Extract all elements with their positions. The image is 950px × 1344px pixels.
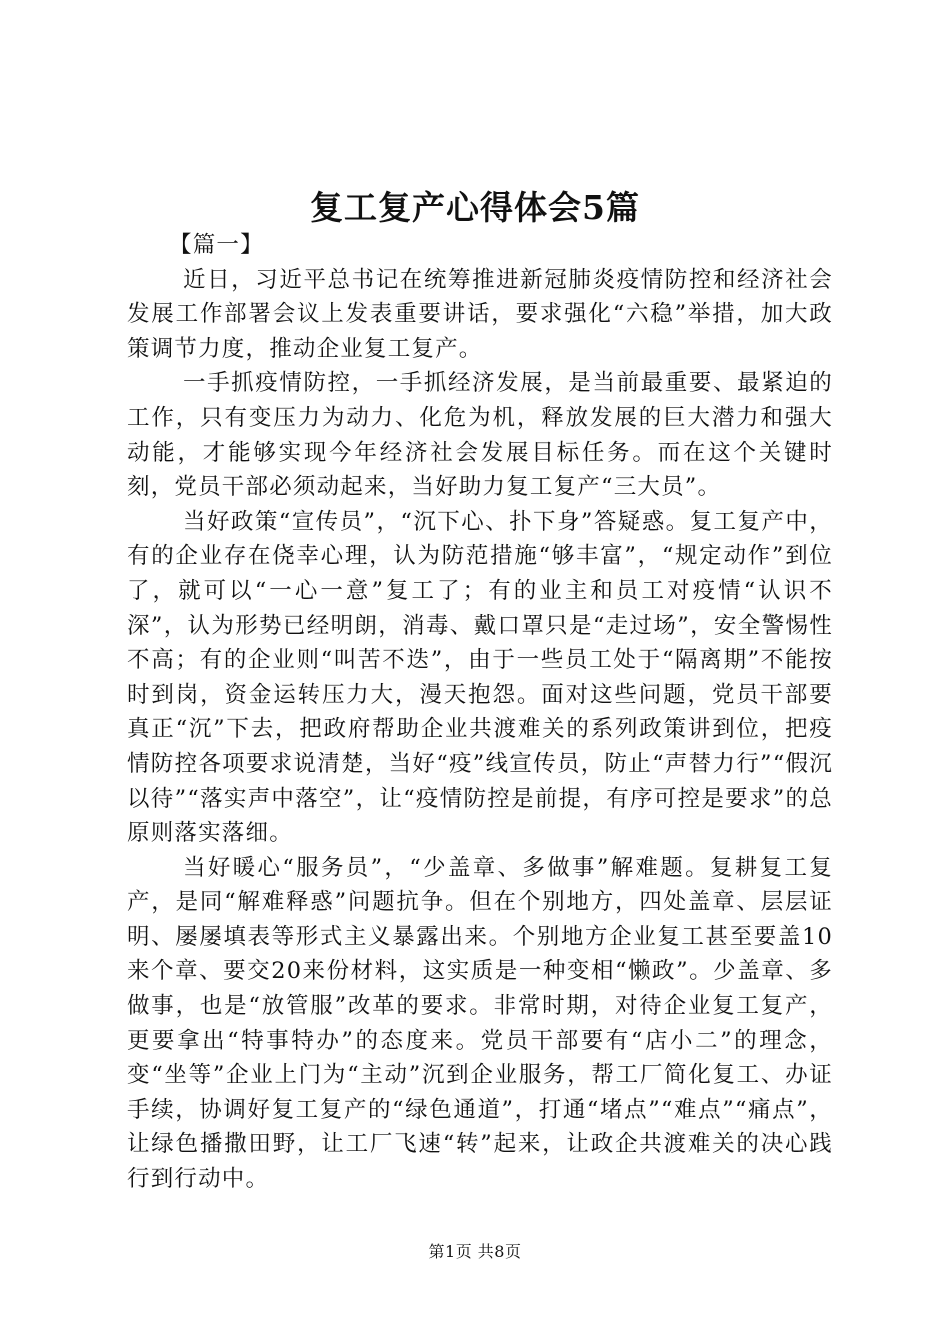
section-heading: 【篇一】 <box>169 232 264 258</box>
document-body <box>127 228 833 1197</box>
paragraph-3: 当好政策“宣传员”，“沉下心、扑下身”答疑惑。复工复产中，有的企业存在侥幸心理，认为防范措施“够丰富”，“规定动作”到位了，就可以“一心一意”复工了；有的业主和员工对疫情“认识不深”，认为形势已经明朗，消毒、戴口罩只是“走过场”，安全警惕性不高；有的企业则“叫苦不迭”，由于一些员工处于“隔离期”不能按时到岗，资金运转压力大，漫天抱怨。面对这些问题，党员干部要真正“沉”下去，把政府帮助企业共渡难关的系列政策讲到位，把疫情防控各项要求说清楚，当好“疫”线宣传员，防止“声替力行”“假沉以待”“落实声中落空”，让“疫情防控是前提，有序可控是要求”的总原则落实落细。 <box>127 508 833 847</box>
paragraph-4: 当好暖心“服务员”，“少盖章、多做事”解难题。复耕复工复产，是同“解难释惑”问题抗争。但在个别地方，四处盖章、层层证明、屡屡填表等形式主义暴露出来。个别地方企业复工甚至要盖10来个章、要交20来份材料，这实质是一种变相“懒政”。少盖章、多做事，也是“放管服”改革的要求。非常时期，对待企业复工复产，更要拿出“特事特办”的态度来。党员干部要有“店小二”的理念，变“坐等”企业上门为“主动”沉到企业服务，帮工厂简化复工、办证手续，协调好复工复产的“绿色通道”，打通“堵点”“难点”“痛点”，让绿色播撒田野，让工厂飞速“转”起来，让政企共渡难关的决心践行到行动中。 <box>127 854 833 1193</box>
paragraph-2: 一手抓疫情防控，一手抓经济发展，是当前最重要、最紧迫的工作，只有变压力为动力、化危为机，释放发展的巨大潜力和强大动能，才能够实现今年经济社会发展目标任务。而在这个关键时刻，党员干部必须动起来，当好助力复工复产“三大员”。 <box>127 370 833 501</box>
page-footer: 第1页 共8页 <box>428 1242 522 1261</box>
paragraph-1: 近日，习近平总书记在统筹推进新冠肺炎疫情防控和经济社会发展工作部署会议上发表重要讲话，要求强化“六稳”举措，加大政策调节力度，推动企业复工复产。 <box>127 266 833 362</box>
document-title: 复工复产心得体会5篇 <box>310 188 640 227</box>
